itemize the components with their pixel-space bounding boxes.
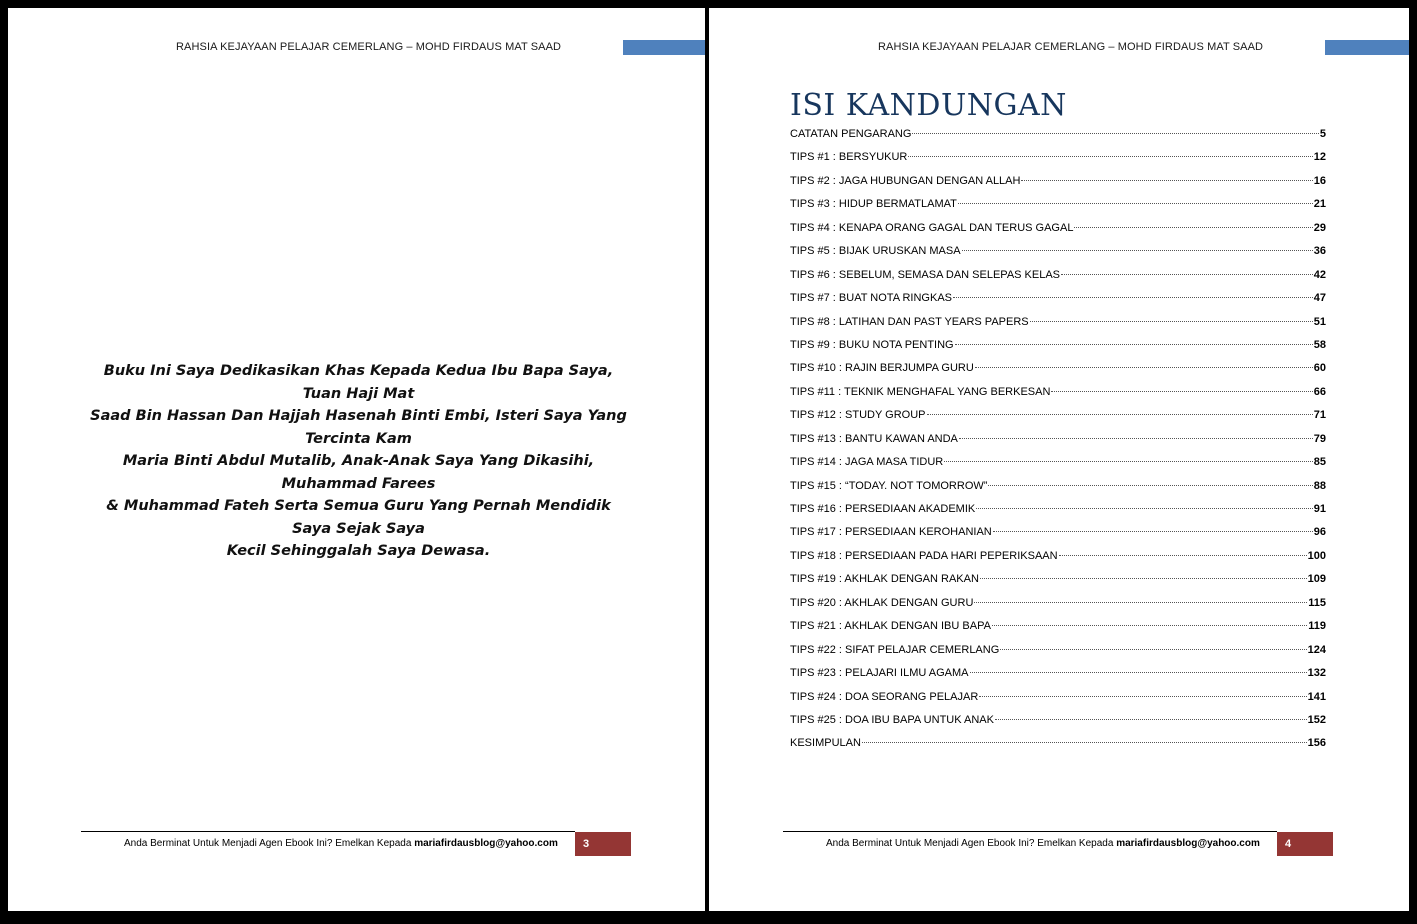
toc-entry-label: TIPS #19 : AKHLAK DENGAN RAKAN [790, 573, 979, 586]
dedication-line: & Muhammad Fateh Serta Semua Guru Yang Pernah Mendidik Saya Sejak Saya [106, 498, 611, 537]
toc-entry-page: 36 [1313, 245, 1326, 258]
toc-dot-leader [955, 344, 1313, 345]
toc-dot-leader [862, 742, 1307, 743]
toc-dot-leader [979, 696, 1306, 697]
toc-entry-label: TIPS #14 : JAGA MASA TIDUR [790, 456, 944, 469]
toc-dot-leader [959, 438, 1313, 439]
toc-entry-label: TIPS #12 : STUDY GROUP [790, 409, 926, 422]
toc-entry-label: TIPS #3 : HIDUP BERMATLAMAT [790, 198, 957, 211]
toc-dot-leader [1000, 649, 1306, 650]
toc-entry[interactable] [790, 597, 1326, 620]
toc-entry-page: 96 [1313, 526, 1326, 539]
dedication-line: Kecil Sehinggalah Saya Dewasa. [226, 543, 491, 559]
toc-entry-page: 71 [1313, 409, 1326, 422]
toc-dot-leader [912, 133, 1318, 134]
toc-entry-label: TIPS #9 : BUKU NOTA PENTING [790, 338, 954, 351]
document-page-left [8, 8, 705, 911]
toc-entry-page: 58 [1313, 338, 1326, 351]
footer-rule [783, 831, 1277, 832]
toc-entry[interactable] [790, 667, 1326, 690]
toc-dot-leader [988, 485, 1312, 486]
toc-entry-page: 156 [1307, 737, 1326, 750]
toc-entry[interactable] [790, 386, 1326, 409]
toc-dot-leader [927, 414, 1313, 415]
footer-text: Anda Berminat Untuk Menjadi Agen Ebook Ini? Emelkan Kepada [826, 838, 1114, 849]
toc-entry[interactable] [790, 620, 1326, 643]
toc-entry-label: TIPS #25 : DOA IBU BAPA UNTUK ANAK [790, 713, 994, 726]
toc-entry[interactable] [790, 175, 1326, 198]
toc-title: ISI KANDUNGAN [790, 88, 1067, 123]
toc-entry-page: 21 [1313, 198, 1326, 211]
dedication-line: Buku Ini Saya Dedikasikan Khas Kepada Kedua Ibu Bapa Saya, Tuan Haji Mat [103, 363, 614, 402]
toc-entry-page: 124 [1307, 643, 1326, 656]
toc-dot-leader [958, 203, 1313, 204]
table-of-contents [790, 128, 1326, 761]
toc-entry[interactable] [790, 573, 1326, 596]
toc-entry-page: 12 [1313, 151, 1326, 164]
toc-entry[interactable] [790, 292, 1326, 315]
toc-dot-leader [976, 508, 1313, 509]
toc-entry-page: 91 [1313, 503, 1326, 515]
toc-entry-label: TIPS #2 : JAGA HUBUNGAN DENGAN ALLAH [790, 174, 1021, 187]
toc-entry[interactable] [790, 526, 1326, 549]
toc-entry-page: 109 [1307, 573, 1326, 586]
toc-entry-page: 132 [1307, 667, 1326, 680]
toc-entry[interactable] [790, 151, 1326, 174]
toc-entry-page: 100 [1307, 549, 1326, 562]
toc-entry[interactable] [790, 503, 1326, 526]
toc-entry-page: 88 [1313, 479, 1326, 492]
toc-entry[interactable] [790, 644, 1326, 667]
toc-entry-page: 152 [1307, 713, 1326, 726]
toc-entry-label: TIPS #16 : PERSEDIAAN AKADEMIK [790, 503, 976, 515]
dedication-line: Saad Bin Hassan Dan Hajjah Hasenah Binti Embi, Isteri Saya Yang Tercinta Kam [90, 408, 627, 447]
toc-entry[interactable] [790, 714, 1326, 737]
running-header: RAHSIA KEJAYAAN PELAJAR CEMERLANG – MOHD FIRDAUS MAT SAAD [176, 41, 562, 53]
toc-entry-label: TIPS #22 : SIFAT PELAJAR CEMERLANG [790, 643, 1000, 656]
toc-entry-label: TIPS #6 : SEBELUM, SEMASA DAN SELEPAS KELAS [790, 268, 1061, 281]
toc-dot-leader [1030, 321, 1313, 322]
toc-dot-leader [995, 719, 1307, 720]
toc-entry-label: TIPS #5 : BIJAK URUSKAN MASA [790, 245, 961, 258]
page-number: 3 [575, 832, 631, 856]
toc-dot-leader [1061, 274, 1313, 275]
toc-entry-label: TIPS #11 : TEKNIK MENGHAFAL YANG BERKESAN [790, 385, 1051, 398]
toc-entry-page: 60 [1313, 362, 1326, 375]
footer-email-link[interactable]: mariafirdausblog@yahoo.com [1116, 838, 1260, 849]
toc-dot-leader [1021, 180, 1312, 181]
toc-dot-leader [970, 672, 1307, 673]
toc-entry-page: 5 [1319, 128, 1326, 140]
toc-entry[interactable] [790, 433, 1326, 456]
dedication-text [86, 360, 631, 563]
toc-entry-page: 29 [1313, 221, 1326, 234]
footer-note [826, 838, 1260, 849]
toc-entry-page: 42 [1313, 268, 1326, 281]
page-number: 4 [1277, 832, 1333, 856]
toc-entry-label: KESIMPULAN [790, 737, 861, 750]
toc-dot-leader [962, 250, 1313, 251]
toc-entry-label: TIPS #4 : KENAPA ORANG GAGAL DAN TERUS GAGAL [790, 221, 1074, 234]
toc-entry[interactable] [790, 269, 1326, 292]
toc-entry[interactable] [790, 550, 1326, 573]
toc-dot-leader [1074, 227, 1312, 228]
toc-entry[interactable] [790, 737, 1326, 760]
toc-entry-label: TIPS #1 : BERSYUKUR [790, 151, 908, 164]
toc-entry-label: TIPS #18 : PERSEDIAAN PADA HARI PEPERIKSAAN [790, 549, 1058, 562]
toc-entry-label: TIPS #17 : PERSEDIAAN KEROHANIAN [790, 526, 992, 539]
footer-text: Anda Berminat Untuk Menjadi Agen Ebook Ini? Emelkan Kepada [124, 838, 412, 849]
document-page-right [709, 8, 1409, 911]
toc-entry-label: TIPS #24 : DOA SEORANG PELAJAR [790, 690, 979, 703]
toc-entry-label: TIPS #15 : “TODAY. NOT TOMORROW” [790, 479, 988, 492]
toc-entry[interactable] [790, 198, 1326, 221]
toc-dot-leader [974, 602, 1307, 603]
toc-entry-label: TIPS #10 : RAJIN BERJUMPA GURU [790, 362, 974, 375]
toc-entry-page: 16 [1313, 174, 1326, 187]
toc-entry[interactable] [790, 691, 1326, 714]
toc-entry-page: 51 [1313, 315, 1326, 328]
toc-entry-label: TIPS #23 : PELAJARI ILMU AGAMA [790, 667, 969, 680]
toc-entry-page: 79 [1313, 432, 1326, 445]
toc-dot-leader [908, 156, 1312, 157]
toc-entry[interactable] [790, 245, 1326, 268]
toc-entry[interactable] [790, 222, 1326, 245]
toc-entry-label: CATATAN PENGARANG [790, 128, 912, 140]
toc-entry[interactable] [790, 128, 1326, 151]
toc-entry-page: 85 [1313, 456, 1326, 469]
toc-entry[interactable] [790, 456, 1326, 479]
toc-dot-leader [992, 625, 1307, 626]
toc-entry[interactable] [790, 480, 1326, 503]
running-header: RAHSIA KEJAYAAN PELAJAR CEMERLANG – MOHD FIRDAUS MAT SAAD [878, 41, 1264, 53]
toc-entry-label: TIPS #13 : BANTU KAWAN ANDA [790, 432, 958, 445]
dedication-line: Maria Binti Abdul Mutalib, Anak-Anak Saya Yang Dikasihi, Muhammad Farees [122, 453, 595, 492]
toc-entry[interactable] [790, 339, 1326, 362]
footer-note [124, 838, 558, 849]
header-accent-bar [623, 40, 705, 55]
toc-entry-page: 119 [1308, 620, 1326, 633]
toc-dot-leader [993, 531, 1313, 532]
toc-entry-label: TIPS #7 : BUAT NOTA RINGKAS [790, 292, 952, 305]
toc-dot-leader [944, 461, 1313, 462]
toc-entry-label: TIPS #21 : AKHLAK DENGAN IBU BAPA [790, 620, 991, 633]
toc-entry[interactable] [790, 362, 1326, 385]
header-accent-bar [1325, 40, 1409, 55]
toc-entry-label: TIPS #20 : AKHLAK DENGAN GURU [790, 596, 974, 609]
toc-dot-leader [1059, 555, 1307, 556]
toc-entry-page: 47 [1313, 292, 1326, 305]
toc-dot-leader [975, 367, 1313, 368]
toc-entry[interactable] [790, 316, 1326, 339]
toc-dot-leader [1051, 391, 1312, 392]
footer-rule [81, 831, 575, 832]
toc-dot-leader [980, 578, 1307, 579]
toc-entry-page: 141 [1307, 690, 1326, 703]
toc-entry-label: TIPS #8 : LATIHAN DAN PAST YEARS PAPERS [790, 315, 1029, 328]
footer-email-link[interactable]: mariafirdausblog@yahoo.com [414, 838, 558, 849]
toc-entry-page: 66 [1313, 385, 1326, 398]
toc-dot-leader [953, 297, 1313, 298]
toc-entry[interactable] [790, 409, 1326, 432]
toc-entry-page: 115 [1308, 596, 1326, 609]
